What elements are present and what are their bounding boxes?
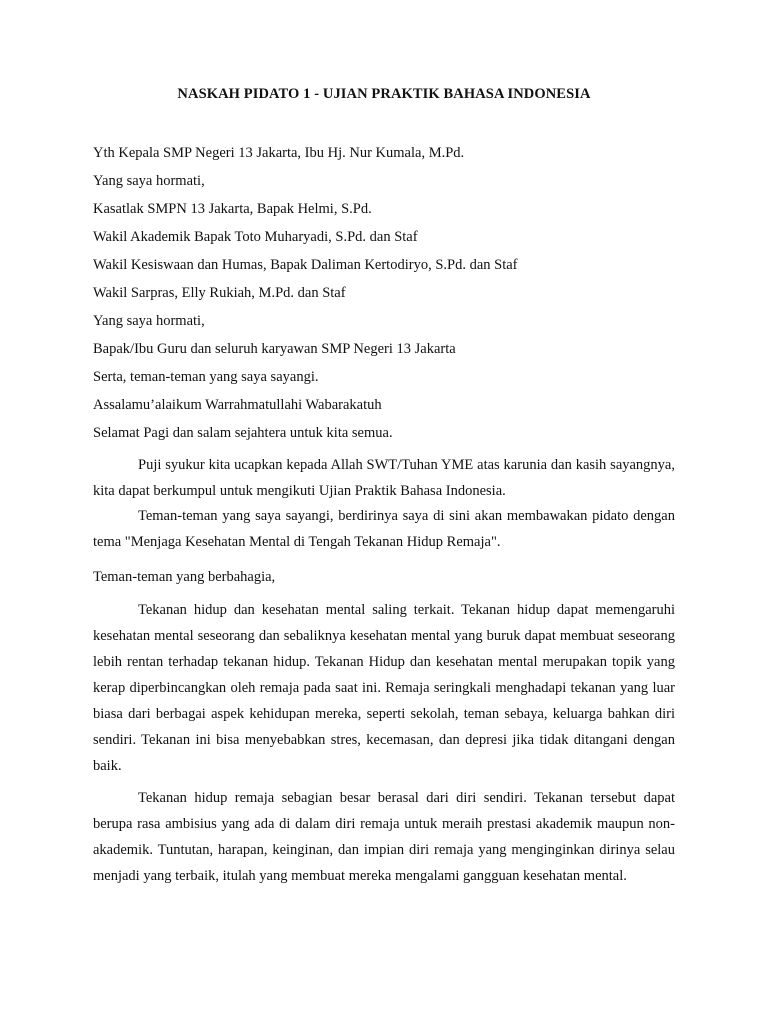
paragraph-body-2: Tekanan hidup remaja sebagian besar berasal dari diri sendiri. Tekanan tersebut dapat berupa rasa ambisius yang ada di dalam diri remaja untuk meraih prestasi akademik maupun non-akademik. Tuntutan, harapan, keinginan, dan impian diri remaja yang menginginkan dirinya selau menjadi yang terbaik, itulah yang membuat mereka mengalami gangguan kesehatan mental. bbox=[93, 790, 675, 884]
greeting-line: Yth Kepala SMP Negeri 13 Jakarta, Ibu Hj. Nur Kumala, M.Pd. bbox=[93, 145, 465, 161]
document-title: NASKAH PIDATO 1 - UJIAN PRAKTIK BAHASA INDONESIA bbox=[177, 86, 591, 102]
greeting-line: Serta, teman-teman yang saya sayangi. bbox=[93, 369, 319, 385]
greeting-line: Kasatlak SMPN 13 Jakarta, Bapak Helmi, S.Pd. bbox=[93, 201, 372, 217]
greeting-line: Bapak/Ibu Guru dan seluruh karyawan SMP Negeri 13 Jakarta bbox=[93, 341, 456, 357]
greeting-line: Selamat Pagi dan salam sejahtera untuk kita semua. bbox=[93, 425, 393, 441]
greeting-line: Wakil Akademik Bapak Toto Muharyadi, S.Pd. dan Staf bbox=[93, 229, 418, 245]
greeting-line: Assalamu’alaikum Warrahmatullahi Wabarakatuh bbox=[93, 397, 382, 413]
paragraph-theme: Teman-teman yang saya sayangi, berdirinya saya di sini akan membawakan pidato dengan tema "Menjaga Kesehatan Mental di Tengah Tekanan Hidup Remaja". bbox=[93, 508, 675, 550]
paragraph-opening: Puji syukur kita ucapkan kepada Allah SWT/Tuhan YME atas karunia dan kasih sayangnya, kita dapat berkumpul untuk mengikuti Ujian Praktik Bahasa Indonesia. bbox=[93, 457, 675, 499]
salutation: Teman-teman yang berbahagia, bbox=[93, 569, 276, 585]
greeting-line: Yang saya hormati, bbox=[93, 173, 205, 189]
greeting-line: Wakil Sarpras, Elly Rukiah, M.Pd. dan Staf bbox=[93, 285, 346, 301]
greeting-line: Yang saya hormati, bbox=[93, 313, 205, 329]
paragraph-body-1: Tekanan hidup dan kesehatan mental saling terkait. Tekanan hidup dapat memengaruhi kesehatan mental seseorang dan sebaliknya kesehatan mental yang buruk dapat membuat seseorang lebih rentan terhadap tekanan hidup. Tekanan Hidup dan kesehatan mental merupakan topik yang kerap diperbincangkan oleh remaja pada saat ini. Remaja seringkali menghadapi tekanan yang luar biasa dari berbagai aspek kehidupan mereka, seperti sekolah, teman sebaya, keluarga bahkan diri sendiri. Tekanan ini bisa menyebabkan stres, kecemasan, dan depresi jika tidak ditangani dengan baik. bbox=[93, 602, 675, 774]
greeting-line: Wakil Kesiswaan dan Humas, Bapak Daliman Kertodiryo, S.Pd. dan Staf bbox=[93, 257, 518, 273]
